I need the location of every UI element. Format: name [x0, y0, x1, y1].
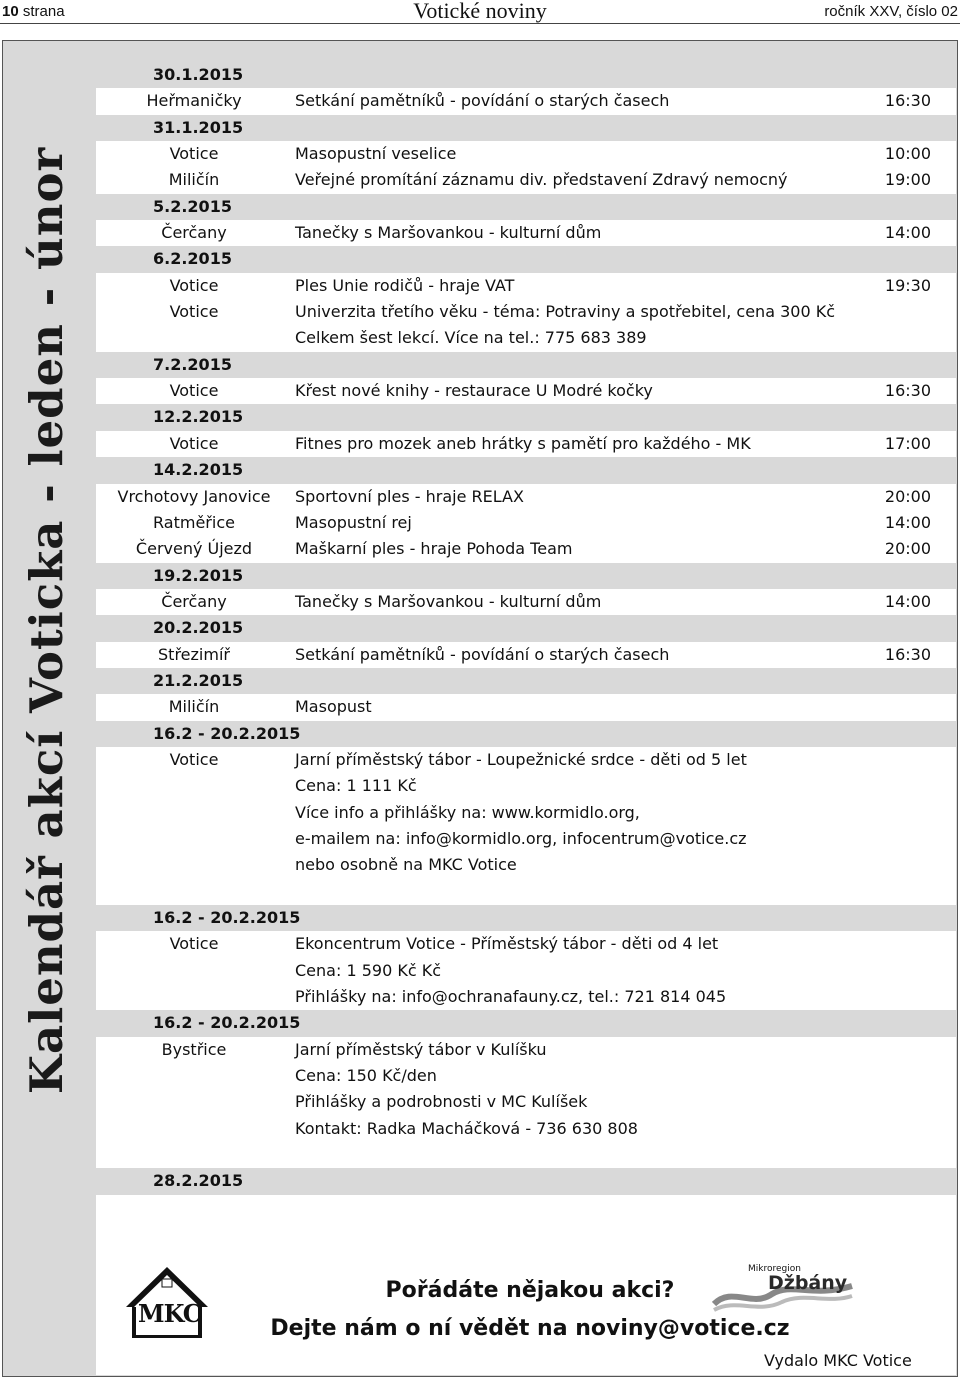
event-row: [96, 589, 956, 615]
event-row: [96, 141, 956, 167]
event-description: Křest nové knihy - restaurace U Modré kočky: [295, 381, 653, 401]
event-date: 28.2.2015: [153, 1171, 244, 1191]
event-time: 14:00: [884, 591, 931, 611]
event-row: [96, 299, 956, 325]
date-row: [96, 1010, 956, 1036]
date-row: [96, 246, 956, 272]
event-row: [96, 800, 956, 826]
publisher-note: Vydalo MKC Votice: [764, 1351, 912, 1370]
event-place: Votice: [169, 934, 219, 954]
event-description: e-mailem na: info@kormidlo.org, infocentrum@votice.cz: [295, 828, 747, 848]
event-place: Ratměřice: [153, 512, 235, 532]
event-description: Masopustní veselice: [295, 144, 457, 164]
event-description: Tanečky s Maršovankou - kulturní dům: [295, 591, 602, 611]
event-list: [96, 62, 956, 1221]
event-row: [96, 325, 956, 351]
calendar-title-text: Kalendář akcí Voticka - leden - únor: [20, 146, 74, 1094]
event-date: 30.1.2015: [153, 65, 244, 84]
event-time: 16:30: [884, 381, 931, 401]
event-description: Veřejné promítání záznamu div. představení Zdravý nemocný: [295, 170, 788, 190]
event-row: [96, 1089, 956, 1115]
date-row: [96, 115, 956, 141]
event-description: Celkem šest lekcí. Více na tel.: 775 683 389: [295, 328, 647, 348]
event-date: 21.2.2015: [153, 670, 244, 690]
event-place: Střezimíř: [158, 644, 230, 664]
event-description: Přihlášky a podrobnosti v MC Kulíšek: [295, 1092, 588, 1112]
event-description: Cena: 1 590 Kč Kč: [295, 960, 441, 980]
event-description: Tanečky s Maršovankou - kulturní dům: [295, 223, 602, 243]
event-description: Cena: 1 111 Kč: [295, 776, 417, 796]
event-row: [96, 431, 956, 457]
event-row: [96, 642, 956, 668]
event-time: 10:00: [884, 144, 931, 164]
event-row: [96, 931, 956, 957]
event-date: 6.2.2015: [153, 249, 232, 269]
event-row: [96, 220, 956, 246]
event-description: nebo osobně na MKC Votice: [295, 855, 517, 875]
event-description: Více info a přihlášky na: www.kormidlo.org,: [295, 802, 640, 822]
event-row: [96, 958, 956, 984]
date-row: [96, 563, 956, 589]
date-row: [96, 352, 956, 378]
event-row: [96, 1037, 956, 1063]
event-place: Votice: [169, 381, 219, 401]
event-row: [96, 984, 956, 1010]
event-place: Votice: [169, 302, 219, 322]
event-row: [96, 88, 956, 114]
event-row: [96, 694, 956, 720]
event-time: 14:00: [884, 512, 931, 532]
event-description: Univerzita třetího věku - téma: Potraviny a spotřebitel, cena 300 Kč: [295, 302, 835, 322]
event-description: Přihlášky na: info@ochranafauny.cz, tel.: 721 814 045: [295, 987, 727, 1007]
newspaper-title: Votické noviny: [413, 0, 547, 23]
event-description: Maškarní ples - hraje Pohoda Team: [295, 539, 573, 559]
event-date: 16.2 - 20.2.2015: [153, 1013, 301, 1033]
mkc-logo: [124, 1265, 210, 1341]
event-place: Votice: [169, 144, 219, 164]
event-row: [96, 536, 956, 562]
event-place: Votice: [169, 433, 219, 453]
event-row: [96, 167, 956, 193]
event-time: 16:30: [884, 644, 931, 664]
event-description: Kontakt: Radka Macháčková - 736 630 808: [295, 1118, 638, 1138]
ad-contact: Dejte nám o ní vědět na noviny@votice.cz: [270, 1316, 790, 1341]
event-description: Cena: 150 Kč/den: [295, 1066, 437, 1086]
event-time: 20:00: [884, 486, 931, 506]
dzbany-big-text: Džbány: [768, 1272, 848, 1294]
event-date: 20.2.2015: [153, 618, 244, 638]
date-row: [96, 62, 956, 88]
event-date: 5.2.2015: [153, 196, 232, 216]
event-description: Setkání pamětníků - povídání o starých časech: [295, 91, 670, 111]
dzbany-small-text: Mikroregion: [748, 1264, 801, 1274]
event-description: Fitnes pro mozek aneb hrátky s pamětí pro každého - MK: [295, 433, 751, 453]
event-date: 16.2 - 20.2.2015: [153, 908, 301, 927]
event-place: Heřmaničky: [146, 91, 242, 111]
page-header: [0, 0, 960, 24]
event-description: Jarní příměstský tábor - Loupežnické srdce - děti od 5 let: [295, 749, 747, 769]
event-date: 19.2.2015: [153, 565, 244, 585]
event-description: Masopustní rej: [295, 512, 412, 532]
event-row: [96, 773, 956, 799]
event-time: 16:30: [884, 91, 931, 111]
event-description: Ples Unie rodičů - hraje VAT: [295, 275, 515, 295]
event-place: Červený Újezd: [135, 539, 253, 559]
event-row: [96, 484, 956, 510]
ad-question: Pořádáte nějakou akci?: [385, 1278, 675, 1303]
event-description: Setkání pamětníků - povídání o starých časech: [295, 644, 670, 664]
event-time: 14:00: [884, 223, 931, 243]
date-row: [96, 457, 956, 483]
event-date: 14.2.2015: [153, 460, 244, 480]
event-row: [96, 1116, 956, 1142]
event-description: Jarní příměstský tábor v Kulíšku: [295, 1039, 547, 1059]
event-row: [96, 826, 956, 852]
event-description: Ekoncentrum Votice - Příměstský tábor - děti od 4 let: [295, 934, 719, 954]
date-row: [96, 1168, 956, 1194]
spacer-row: [96, 1142, 956, 1168]
date-row: [96, 404, 956, 430]
event-row: [96, 510, 956, 536]
date-row: [96, 194, 956, 220]
event-time: 19:30: [884, 275, 931, 295]
page-number-value: 10: [2, 3, 19, 20]
calendar-vertical-title: [8, 40, 86, 1200]
event-place: Bystřice: [161, 1039, 227, 1059]
event-place: Čerčany: [161, 591, 227, 611]
event-place: Votice: [169, 275, 219, 295]
event-time: 19:00: [884, 170, 931, 190]
event-place: Čerčany: [161, 223, 227, 243]
event-date: 7.2.2015: [153, 354, 232, 374]
date-row: [96, 615, 956, 641]
header-rule: [0, 23, 960, 24]
event-date: 12.2.2015: [153, 407, 244, 427]
event-row: [96, 273, 956, 299]
event-row: [96, 1063, 956, 1089]
page-number-word: strana: [22, 3, 65, 20]
date-row: [96, 721, 956, 747]
event-row: [96, 852, 956, 878]
event-row: [96, 747, 956, 773]
date-row: [96, 905, 956, 931]
event-time: 20:00: [884, 539, 931, 559]
issue-info: ročník XXV, číslo 02: [824, 3, 958, 20]
event-date: 16.2 - 20.2.2015: [153, 723, 301, 743]
date-row: [96, 668, 956, 694]
event-date: 31.1.2015: [153, 117, 244, 137]
event-time: 17:00: [884, 433, 931, 453]
event-place: Vrchotovy Janovice: [117, 486, 271, 506]
event-place: Miličín: [168, 697, 220, 717]
event-place: Votice: [169, 749, 219, 769]
event-row: [96, 378, 956, 404]
event-description: Sportovní ples - hraje RELAX: [295, 486, 524, 506]
mkc-logo-text: MKC: [138, 1299, 201, 1328]
event-description: Masopust: [295, 697, 372, 717]
event-place: Miličín: [168, 170, 220, 190]
spacer-row: [96, 879, 956, 905]
